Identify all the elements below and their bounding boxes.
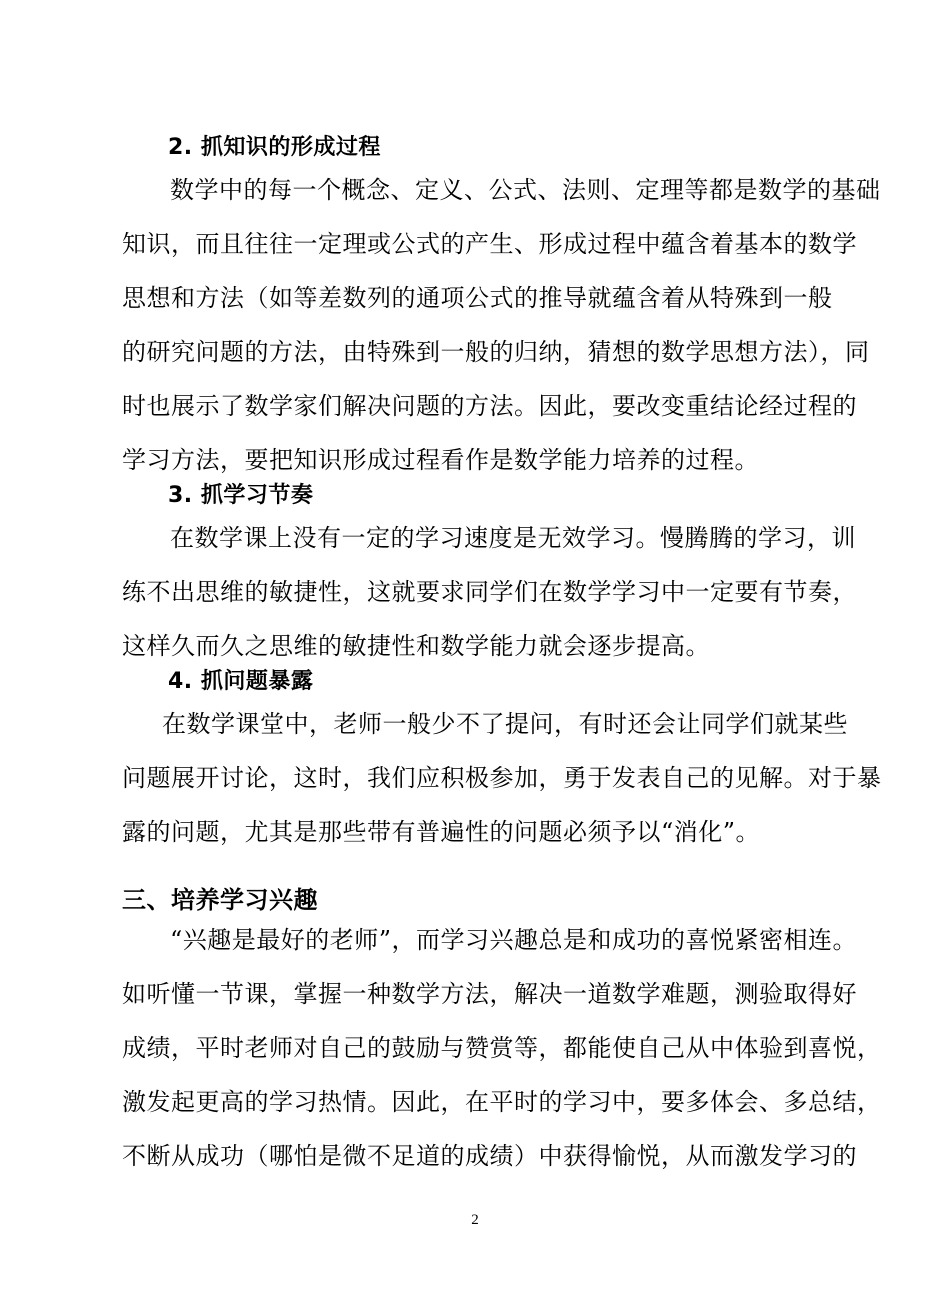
- paragraph-line: 成绩，平时老师对自己的鼓励与赞赏等，都能使自己从中体验到喜悦，: [122, 1034, 882, 1062]
- paragraph-line: 在数学课上没有一定的学习速度是无效学习。慢腾腾的学习，训: [170, 524, 856, 552]
- part-heading-3: 三、培养学习兴趣: [122, 886, 318, 914]
- paragraph-line: 知识，而且往往一定理或公式的产生、形成过程中蕴含着基本的数学: [122, 230, 857, 258]
- paragraph-line: 在数学课堂中，老师一般少不了提问，有时还会让同学们就某些: [162, 710, 848, 738]
- paragraph-line: 露的问题，尤其是那些带有普遍性的问题必须予以“消化”。: [122, 818, 761, 846]
- paragraph-line: 这样久而久之思维的敏捷性和数学能力就会逐步提高。: [122, 632, 710, 660]
- page-number: 2: [471, 1212, 479, 1228]
- section-heading-3: 3. 抓学习节奏: [168, 483, 314, 508]
- paragraph-line: 时也展示了数学家们解决问题的方法。因此，要改变重结论经过程的: [122, 392, 857, 420]
- paragraph-line: 如听懂一节课，掌握一种数学方法，解决一道数学难题，测验取得好: [122, 980, 857, 1008]
- paragraph-line: 问题展开讨论，这时，我们应积极参加，勇于发表自己的见解。对于暴: [122, 764, 882, 792]
- paragraph-line: 激发起更高的学习热情。因此，在平时的学习中，要多体会、多总结，: [122, 1088, 882, 1116]
- paragraph-line: “兴趣是最好的老师”，而学习兴趣总是和成功的喜悦紧密相连。: [170, 926, 858, 954]
- section-heading-4: 4. 抓问题暴露: [168, 669, 314, 694]
- paragraph-line: 思想和方法（如等差数列的通项公式的推导就蕴含着从特殊到一般: [122, 284, 833, 312]
- section-heading-2: 2. 抓知识的形成过程: [168, 135, 381, 160]
- paragraph-line: 不断从成功（哪怕是微不足道的成绩）中获得愉悦，从而激发学习的: [122, 1142, 857, 1170]
- paragraph-line: 练不出思维的敏捷性，这就要求同学们在数学学习中一定要有节奏，: [122, 578, 857, 606]
- paragraph-line: 数学中的每一个概念、定义、公式、法则、定理等都是数学的基础: [170, 176, 881, 204]
- paragraph-line: 的研究问题的方法，由特殊到一般的归纳，猜想的数学思想方法），同: [122, 338, 870, 366]
- paragraph-line: 学习方法，要把知识形成过程看作是数学能力培养的过程。: [122, 446, 759, 474]
